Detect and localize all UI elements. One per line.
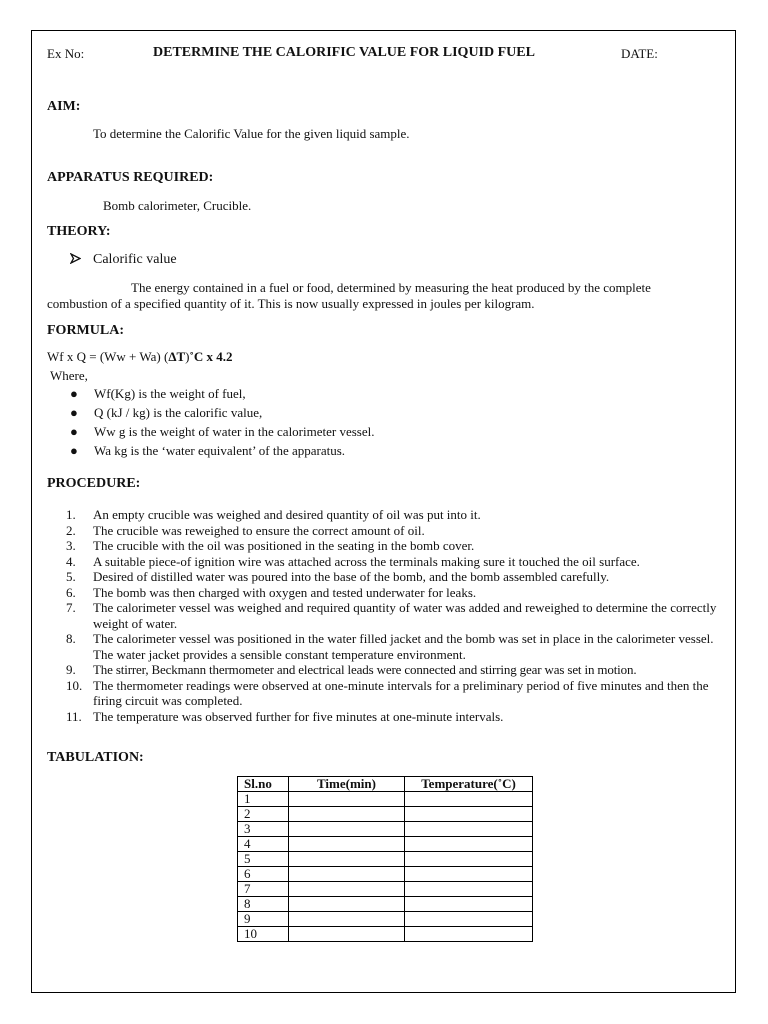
step-number: 2. xyxy=(66,522,76,538)
list-item xyxy=(47,422,375,441)
aim-text: To determine the Calorific Value for the given liquid sample. xyxy=(93,126,410,141)
column-header-time: Time(min) xyxy=(289,777,405,792)
row-number: 8 xyxy=(238,897,289,912)
aim-heading: AIM: xyxy=(47,99,81,114)
step-text: The crucible was reweighed to ensure the correct amount of oil. xyxy=(93,522,425,538)
time-cell[interactable] xyxy=(289,912,405,927)
row-number: 1 xyxy=(238,792,289,807)
bullet-dot-icon: ● xyxy=(70,424,78,439)
step-text: The crucible with the oil was positioned in the seating in the bomb cover. xyxy=(93,538,475,553)
step-text: The bomb was then charged with oxygen and tested underwater for leaks. xyxy=(93,584,477,600)
time-cell[interactable] xyxy=(289,792,405,807)
table-row xyxy=(238,792,533,807)
list-item xyxy=(47,403,375,422)
time-cell[interactable] xyxy=(289,807,405,822)
bullet-dot-icon: ● xyxy=(70,405,78,420)
formula-expr-part3: ˚C x 4.2 xyxy=(189,349,233,364)
formula-expr-part2: ) xyxy=(185,349,190,364)
tabulation-heading: TABULATION: xyxy=(47,750,144,765)
time-cell[interactable] xyxy=(289,897,405,912)
page-title: DETERMINE THE CALORIFIC VALUE FOR LIQUID FUEL xyxy=(153,45,535,60)
variable-description: Q (kJ / kg) is the calorific value, xyxy=(94,405,263,420)
table-header-row xyxy=(238,777,533,792)
procedure-step xyxy=(66,709,726,725)
row-number: 2 xyxy=(238,807,289,822)
time-cell[interactable] xyxy=(289,822,405,837)
procedure-heading: PROCEDURE: xyxy=(47,476,141,491)
temperature-cell[interactable] xyxy=(405,837,533,852)
step-number: 6. xyxy=(66,584,76,600)
row-number: 6 xyxy=(238,867,289,882)
theory-text-line1: The energy contained in a fuel or food, determined by measuring the heat produced by the complete xyxy=(131,280,651,295)
step-text: The stirrer, Beckmann thermometer and electrical leads were connected and stirring gear was set in motion. xyxy=(93,662,637,677)
row-number: 10 xyxy=(238,927,289,942)
step-number: 1. xyxy=(66,507,76,522)
procedure-step xyxy=(66,538,726,554)
variable-description: Ww g is the weight of water in the calorimeter vessel. xyxy=(94,424,375,439)
time-cell[interactable] xyxy=(289,882,405,897)
time-cell[interactable] xyxy=(289,927,405,942)
temperature-cell[interactable] xyxy=(405,852,533,867)
formula-expression xyxy=(47,349,232,365)
row-number: 4 xyxy=(238,837,289,852)
formula-delta-t: ΔT xyxy=(168,349,186,364)
step-number: 4. xyxy=(66,553,76,569)
procedure-step xyxy=(66,569,726,585)
step-number: 3. xyxy=(66,538,76,553)
variable-description: Wf(Kg) is the weight of fuel, xyxy=(94,386,246,401)
step-text: The calorimeter vessel was weighed and required quantity of water was added and reweighed to determine the correctly weight of water. xyxy=(93,600,717,631)
theory-bullet-label: Calorific value xyxy=(93,252,177,267)
temperature-cell[interactable] xyxy=(405,792,533,807)
step-text: A suitable piece-of ignition wire was attached across the terminals making sure it touched the oil surface. xyxy=(93,553,640,569)
bullet-dot-icon: ● xyxy=(70,443,78,458)
procedure-step xyxy=(66,554,726,570)
step-text: The temperature was observed further for five minutes at one-minute intervals. xyxy=(93,708,504,724)
temperature-cell[interactable] xyxy=(405,807,533,822)
table-row xyxy=(238,882,533,897)
step-text: The thermometer readings were observed at one-minute intervals for a preliminary period of five minutes and then the firing circuit was completed. xyxy=(93,677,709,708)
procedure-step xyxy=(66,523,726,539)
row-number: 5 xyxy=(238,852,289,867)
formula-heading: FORMULA: xyxy=(47,323,124,338)
column-header-slno: Sl.no xyxy=(238,777,289,792)
bullet-dot-icon: ● xyxy=(70,386,78,401)
procedure-step xyxy=(66,600,726,631)
table-row xyxy=(238,897,533,912)
column-header-temperature: Temperature(˚C) xyxy=(405,777,533,792)
table-row xyxy=(238,927,533,942)
table-row xyxy=(238,837,533,852)
procedure-step xyxy=(66,662,726,678)
variable-description: Wa kg is the ‘water equivalent’ of the apparatus. xyxy=(94,443,346,458)
apparatus-heading: APPARATUS REQUIRED: xyxy=(47,170,214,185)
temperature-cell[interactable] xyxy=(405,882,533,897)
temperature-cell[interactable] xyxy=(405,927,533,942)
tabulation-table xyxy=(237,776,533,942)
procedure-step xyxy=(66,631,726,662)
step-number: 5. xyxy=(66,569,76,584)
temperature-cell[interactable] xyxy=(405,867,533,882)
formula-expr-part1: Wf x Q = (Ww + Wa) ( xyxy=(47,349,169,364)
step-number: 7. xyxy=(66,600,76,615)
arrow-bullet-icon xyxy=(70,252,81,268)
row-number: 7 xyxy=(238,882,289,897)
procedure-step xyxy=(66,585,726,601)
table-row xyxy=(238,852,533,867)
row-number: 3 xyxy=(238,822,289,837)
list-item xyxy=(47,384,375,403)
step-text: The calorimeter vessel was positioned in the water filled jacket and the bomb was set in place in the calorimeter vessel. The water jacket provides a sensible constant temperature environment. xyxy=(93,631,714,662)
temperature-cell[interactable] xyxy=(405,912,533,927)
row-number: 9 xyxy=(238,912,289,927)
formula-variable-list xyxy=(47,384,375,460)
procedure-step xyxy=(66,507,726,523)
procedure-list xyxy=(66,507,726,724)
table-row xyxy=(238,912,533,927)
step-number: 9. xyxy=(66,662,76,677)
theory-text-line2: combustion of a specified quantity of it. This is now usually expressed in joules per kilogram. xyxy=(47,296,535,311)
time-cell[interactable] xyxy=(289,852,405,867)
date-label: DATE: xyxy=(621,46,658,61)
step-text: An empty crucible was weighed and desired quantity of oil was put into it. xyxy=(93,507,481,522)
apparatus-text: Bomb calorimeter, Crucible. xyxy=(103,198,252,213)
theory-heading: THEORY: xyxy=(47,224,111,239)
temperature-cell[interactable] xyxy=(405,897,533,912)
table-row xyxy=(238,867,533,882)
list-item xyxy=(47,441,375,460)
procedure-step xyxy=(66,678,726,709)
step-number: 10. xyxy=(66,677,83,693)
time-cell[interactable] xyxy=(289,867,405,882)
temperature-cell[interactable] xyxy=(405,822,533,837)
time-cell[interactable] xyxy=(289,837,405,852)
table-row xyxy=(238,822,533,837)
table-row xyxy=(238,807,533,822)
formula-where: Where, xyxy=(50,368,88,383)
step-number: 8. xyxy=(66,631,76,646)
step-number: 11. xyxy=(66,708,82,724)
step-text: Desired of distilled water was poured into the base of the bomb, and the bomb assembled carefully. xyxy=(93,569,610,584)
ex-no-label: Ex No: xyxy=(47,46,85,61)
